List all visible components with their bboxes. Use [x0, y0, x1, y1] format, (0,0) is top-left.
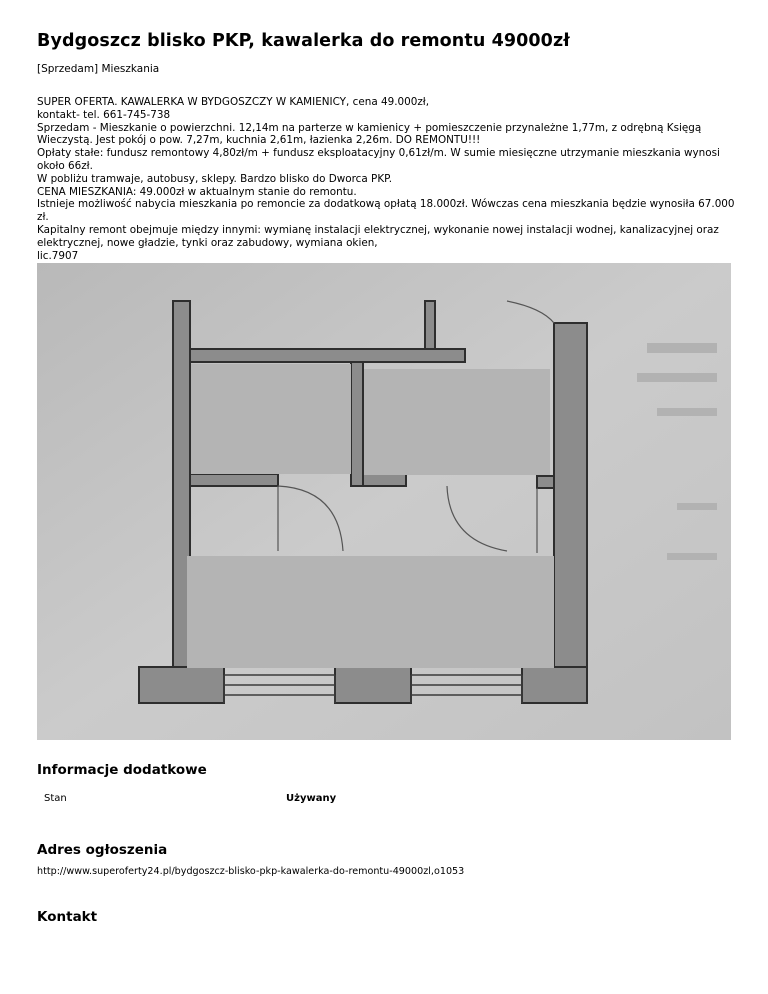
description-line: Kapitalny remont obejmuje między innymi: wymianę instalacji elektrycznej, wykonanie nowej instalacji wodnej, kanalizacyjnej oraz elektrycznej, nowe gładzie, tynki oraz zabudowy, wymiana okien, — [37, 223, 719, 249]
description-line: SUPER OFERTA. KAWALERKA W BYDGOSZCZY W KAMIENICY, cena 49.000zł, — [37, 96, 430, 108]
description-line: W pobliżu tramwaje, autobusy, sklepy. Bardzo blisko do Dworca PKP. — [37, 172, 393, 185]
description-line: lic.7907 — [37, 249, 79, 262]
info-value-stan: Używany — [286, 793, 337, 804]
contact-heading: Kontakt — [37, 909, 98, 925]
info-label-stan: Stan — [44, 793, 67, 804]
description-line: Opłaty stałe: fundusz remontowy 4,80zł/m + fundusz eksploatacyjny 0,61zł/m. W sumie miesięczne utrzymanie mieszkania wynosi około 66zł. — [37, 147, 720, 172]
description-line: Istnieje możliwość nabycia mieszkania po remoncie za dodatkową opłatą 18.000zł. Wówczas cena mieszkania będzie wynosiła 67.000 zł. — [37, 198, 735, 224]
listing-description — [37, 96, 737, 275]
page-title: Bydgoszcz blisko PKP, kawalerka do remontu 49000zł — [37, 31, 570, 51]
address-url[interactable]: http://www.superoferty24.pl/bydgoszcz-blisko-pkp-kawalerka-do-remontu-49000zl,o1053 — [37, 866, 465, 877]
address-heading: Adres ogłoszenia — [37, 842, 168, 858]
description-line: CENA MIESZKANIA: 49.000zł w aktualnym stanie do remontu. — [37, 185, 357, 198]
listing-category: [Sprzedam] Mieszkania — [37, 63, 160, 75]
info-heading: Informacje dodatkowe — [37, 762, 207, 778]
floor-plan-photo[interactable] — [37, 263, 731, 740]
description-line: Sprzedam - Mieszkanie o powierzchni. 12,14m na parterze w kamienicy + pomieszczenie przynależne 1,77m, z odrębną Księgą Wieczystą. Jest pokój o pow. 7,27m, kuchnia 2,61m, łazienka 2,26m. DO REMONTU!!! — [37, 121, 702, 147]
floor-plan-drawing — [37, 263, 731, 740]
description-line: kontakt- tel. 661-745-738 — [37, 108, 171, 121]
